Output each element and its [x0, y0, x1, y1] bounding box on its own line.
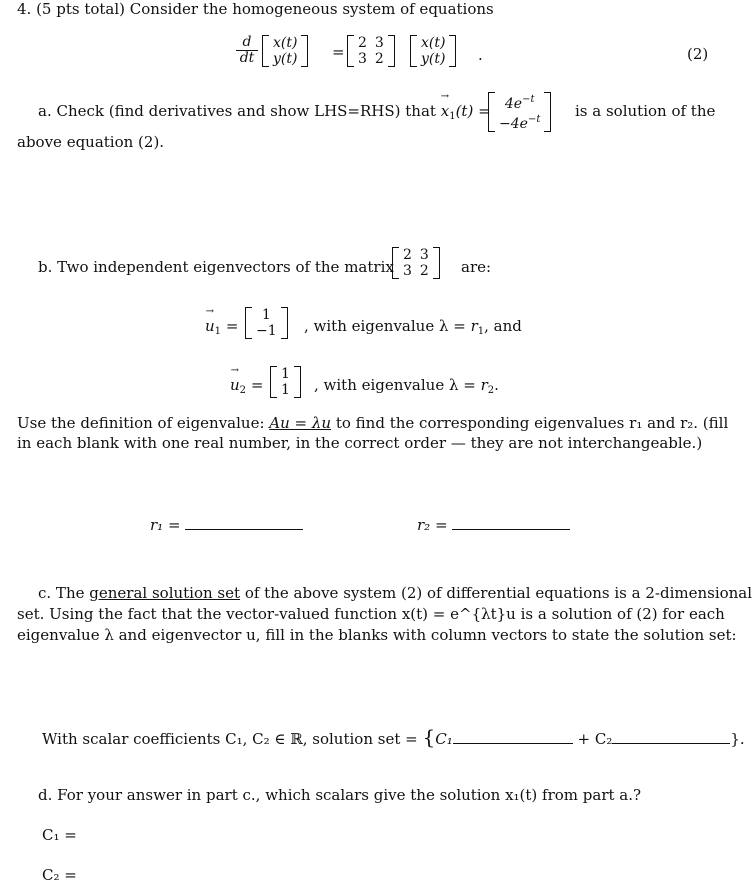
x-subscript: 1	[449, 111, 456, 122]
lhs-vector	[262, 35, 308, 67]
matrix-entry: 3	[374, 35, 384, 51]
c1-coefficient: C₁	[435, 730, 453, 748]
matrix-entry: 3	[419, 247, 429, 263]
u2-symbol: → u	[230, 376, 240, 394]
u1-label	[205, 317, 238, 338]
instruction-prefix: Use the definition of eigenvalue:	[17, 414, 265, 432]
u1-eigenvalue-text	[304, 317, 522, 338]
part-a-suffix: is a solution of the	[575, 102, 716, 120]
vector-entry: y(t)	[421, 51, 446, 67]
u1-r-symbol: r	[470, 317, 478, 335]
derivative-denominator: dt	[239, 50, 255, 66]
eigenvalue-definition: Au = λu	[269, 414, 332, 432]
part-a-text	[38, 102, 491, 123]
solution-vector	[488, 92, 551, 132]
part-b-suffix: are:	[461, 258, 492, 276]
instruction-line1	[17, 414, 728, 432]
u1-equals: =	[225, 317, 239, 335]
u1-vector	[245, 307, 288, 339]
u2-eigenvalue-text	[314, 376, 499, 397]
u1-symbol: → u	[205, 317, 215, 335]
part-a-prefix: a. Check (find derivatives and show LHS=RHS) that	[38, 102, 436, 120]
u2-entry: 1	[281, 382, 290, 398]
u2-vector	[270, 366, 301, 398]
part-a-line2: above equation (2).	[17, 133, 165, 151]
part-b-text: b. Two independent eigenvectors of the matrix	[38, 258, 394, 276]
r2-answer	[417, 516, 570, 534]
x-arg: (t) =	[455, 102, 491, 120]
general-solution-set: general solution set	[89, 584, 241, 602]
problem-header: 4. (5 pts total) Consider the homogeneous system of equations	[17, 0, 494, 18]
derivative-numerator: d	[236, 35, 258, 51]
u2-r-subscript: 2	[487, 385, 495, 396]
solution-entry-coef: 4e	[504, 96, 523, 112]
x-vector-symbol: → x	[441, 102, 449, 120]
matrix-entry: 2	[403, 247, 412, 263]
coefficient-matrix	[347, 35, 395, 67]
vector-entry: x(t)	[273, 35, 298, 51]
c1-vector-blank[interactable]	[453, 743, 573, 744]
part-b-matrix	[392, 247, 440, 279]
matrix-entry: 3	[403, 263, 412, 279]
vector-entry: x(t)	[421, 35, 446, 51]
part-c-line1	[38, 584, 752, 602]
u2-tail: .	[494, 376, 499, 394]
equation-period: .	[478, 46, 483, 64]
solution-entry-exp: −t	[522, 94, 535, 105]
matrix-entry: 2	[374, 51, 384, 67]
rhs-vector	[410, 35, 456, 67]
part-c-line2: set. Using the fact that the vector-valued function x(t) = e^{λt}u is a solution of (2) for each	[17, 605, 725, 623]
r1-answer	[150, 516, 303, 534]
close-brace: }.	[730, 730, 745, 748]
c2-vector-blank[interactable]	[612, 743, 730, 744]
solution-prefix: With scalar coefficients C₁, C₂ ∈ ℝ, solution set =	[42, 730, 418, 748]
c2-answer-label: C₂ =	[42, 866, 77, 884]
derivative-operator	[236, 35, 258, 66]
r2-label: r₂ =	[417, 516, 448, 534]
solution-entry-coef: −4e	[499, 116, 528, 132]
u2-equals: =	[250, 376, 264, 394]
matrix-entry: 2	[419, 263, 429, 279]
vector-entry: y(t)	[273, 51, 298, 67]
c2-coefficient: + C₂	[577, 730, 613, 748]
part-c-line3: eigenvalue λ and eigenvector u, fill in the blanks with column vectors to state the solution set:	[17, 626, 737, 644]
r2-blank[interactable]	[452, 529, 570, 530]
r1-label: r₁ =	[150, 516, 181, 534]
solution-set-line	[42, 725, 745, 749]
part-c-suffix: of the above system (2) of differential equations is a 2-dimensional	[244, 584, 752, 602]
instruction-suffix: to find the corresponding eigenvalues r₁ and r₂. (fill	[335, 414, 729, 432]
matrix-entry: 2	[358, 35, 367, 51]
u1-entry: 1	[261, 307, 271, 323]
u1-entry: −1	[256, 323, 277, 339]
u2-label	[230, 376, 263, 397]
r1-blank[interactable]	[185, 529, 303, 530]
c1-answer-label: C₁ =	[42, 826, 77, 844]
matrix-entry: 3	[358, 51, 367, 67]
u1-subscript: 1	[214, 326, 222, 337]
u2-subscript: 2	[239, 385, 247, 396]
instruction-line2: in each blank with one real number, in the correct order — they are not interchangeable.)	[17, 434, 703, 452]
u1-tail: , and	[484, 317, 522, 335]
equals-sign: =	[332, 43, 345, 61]
part-c-prefix: c. The	[38, 584, 85, 602]
solution-entry-exp: −t	[527, 114, 541, 125]
u2-entry: 1	[281, 366, 290, 382]
u1-text: , with eigenvalue λ =	[304, 317, 466, 335]
u2-r-symbol: r	[480, 376, 488, 394]
equation-number: (2)	[687, 45, 709, 63]
u2-text: , with eigenvalue λ =	[314, 376, 476, 394]
u1-r-subscript: 1	[477, 326, 485, 337]
part-d-text: d. For your answer in part c., which scalars give the solution x₁(t) from part a.?	[38, 786, 642, 804]
open-brace: {	[422, 725, 436, 749]
